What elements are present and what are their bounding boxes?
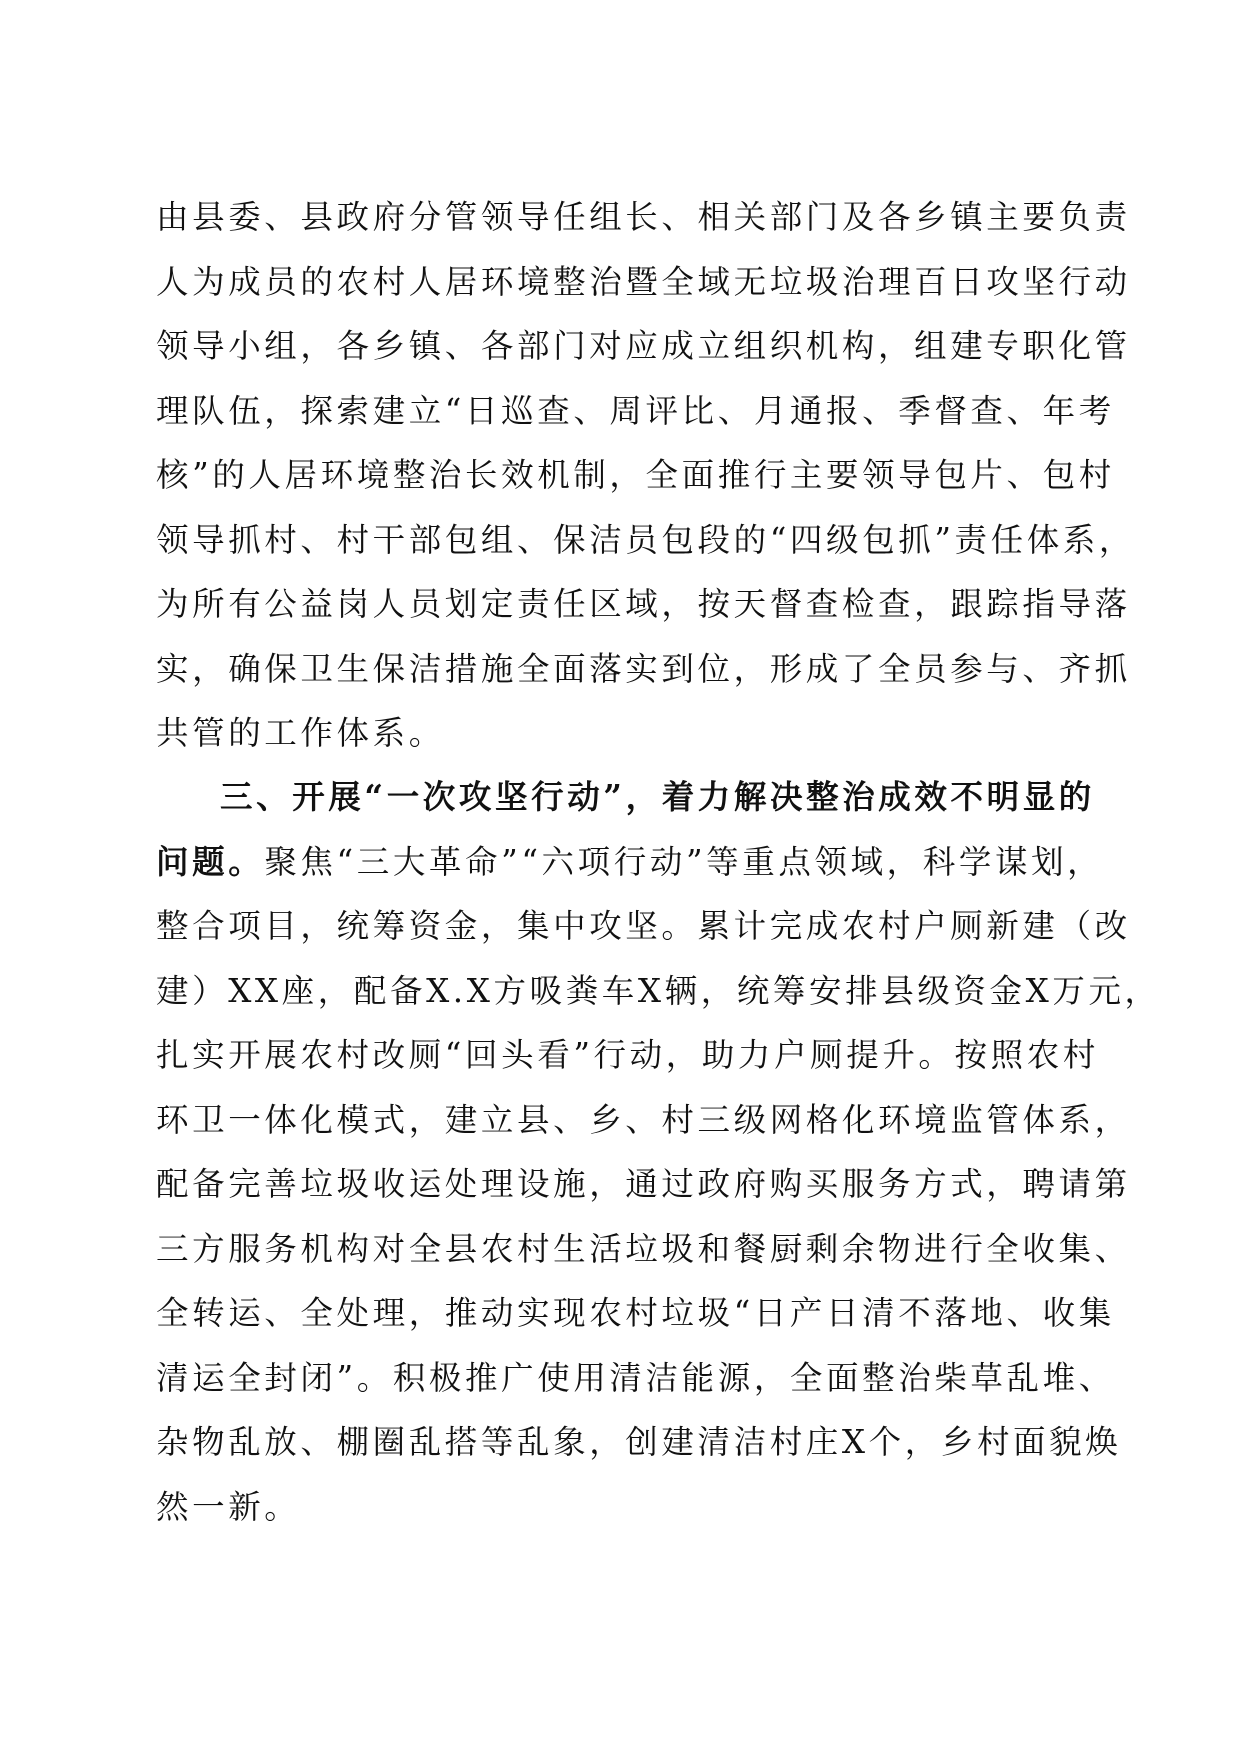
paragraph-2-line: 整合项目，统筹资金，集中攻坚。累计完成农村户厕新建（改: [156, 907, 1131, 945]
paragraph-1-line: 理队伍，探索建立“日巡查、周评比、月通报、季督查、年考: [156, 391, 1115, 430]
paragraph-2-line: 建）XX座，配备X.X方吸粪车X辆，统筹安排县级资金X万元，: [156, 971, 1161, 1010]
paragraph-2-line: 环卫一体化模式，建立县、乡、村三级网格化环境监管体系，: [156, 1100, 1131, 1139]
paragraph-2-line: 全转运、全处理，推动实现农村垃圾“日产日清不落地、收集: [156, 1294, 1115, 1332]
paragraph-1-line: 领导小组，各乡镇、各部门对应成立组织机构，组建专职化管: [156, 327, 1131, 365]
paragraph-2-line: 杂物乱放、棚圈乱搭等乱象，创建清洁村庄X个，乡村面貌焕: [156, 1423, 1122, 1461]
paragraph-1-line: 人为成员的农村人居环境整治暨全域无垃圾治理百日攻坚行动: [156, 262, 1131, 301]
paragraph-2-line: 三方服务机构对全县农村生活垃圾和餐厨剩余物进行全收集、: [156, 1229, 1131, 1268]
paragraph-2: [156, 765, 1161, 1539]
paragraph-2-line: 扎实开展农村改厕“回头看”行动，助力户厕提升。按照农村: [156, 1036, 1099, 1074]
section-heading: 三、开展“一次攻坚行动”，着力解决整治成效不明显的: [220, 777, 1095, 816]
paragraph-1-line: 共管的工作体系。: [156, 714, 445, 752]
paragraph-2-first-sentence: 聚焦“三大革命”“六项行动”等重点领域，科学谋划，: [264, 842, 1104, 881]
section-heading-continuation: [156, 830, 1104, 895]
section-heading-end: 问题。: [156, 841, 265, 881]
paragraph-1-line: 为所有公益岗人员划定责任区域，按天督查检查，跟踪指导落: [156, 585, 1131, 623]
paragraph-1: [156, 185, 1136, 766]
paragraph-2-line: 配备完善垃圾收运处理设施，通过政府购买服务方式，聘请第: [156, 1165, 1131, 1203]
paragraph-1-line: 由县委、县政府分管领导任组长、相关部门及各乡镇主要负责: [156, 198, 1131, 236]
paragraph-1-line: 实，确保卫生保洁措施全面落实到位，形成了全员参与、齐抓: [156, 649, 1131, 688]
paragraph-2-line: 然一新。: [156, 1487, 301, 1526]
paragraph-2-line: 清运全封闭”。积极推广使用清洁能源，全面整治柴草乱堆、: [156, 1358, 1115, 1397]
paragraph-1-line: 领导抓村、村干部包组、保洁员包段的“四级包抓”责任体系，: [156, 520, 1136, 559]
paragraph-1-line: 核”的人居环境整治长效机制，全面推行主要领导包片、包村: [156, 456, 1115, 494]
